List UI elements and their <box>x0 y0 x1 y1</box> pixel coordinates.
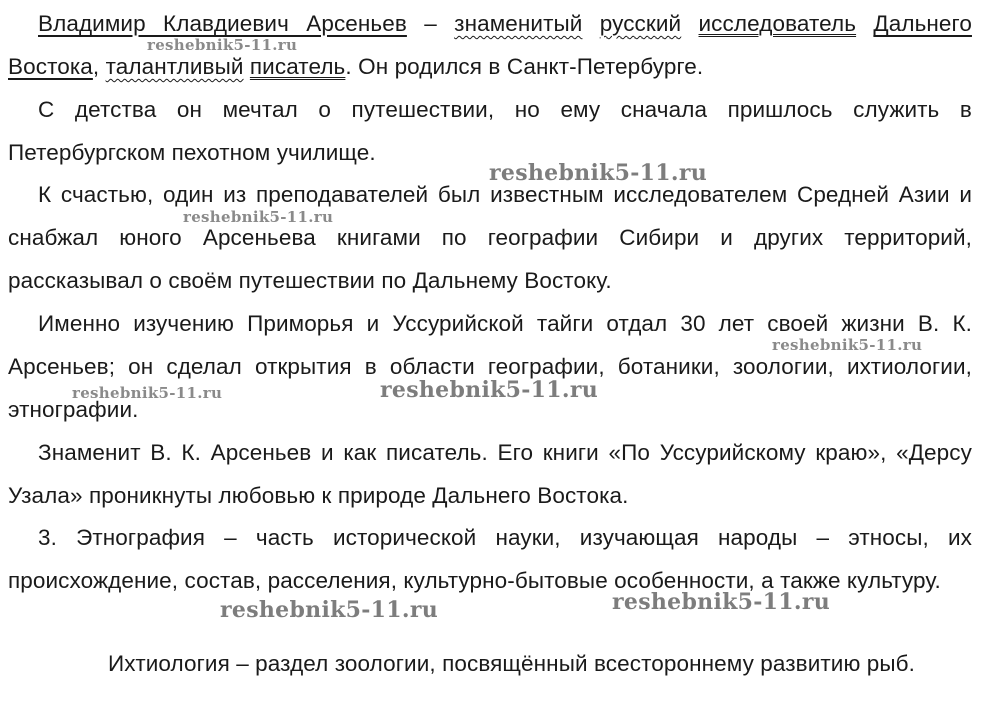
watermark: reshebnik5-11.ru <box>220 597 439 623</box>
phrase-of-far-east: Дальнего Востока <box>8 11 972 79</box>
word-writer: писатель <box>249 54 346 79</box>
comma: , <box>92 54 106 79</box>
watermark: reshebnik5-11.ru <box>489 160 708 186</box>
watermark: reshebnik5-11.ru <box>72 384 223 402</box>
watermark: reshebnik5-11.ru <box>147 36 298 54</box>
word-russian: русский <box>599 11 682 36</box>
paragraph-2: С детства он мечтал о путешествии, но ему сначала пришлось служить в Петербургском пехотном училище. <box>8 97 972 165</box>
subject-name: Владимир Клавдиевич Арсеньев <box>38 11 407 36</box>
paragraph-3: К счастью, один из преподавателей был известным исследователем Средней Азии и снабжал юного Арсеньева книгами по географии Сибири и других территорий, рассказывал о своём путешествии по Дальнему Востоку. <box>8 182 972 293</box>
paragraph-6: 3. Этнография – часть исторической науки, изучающая народы – этносы, их происхождение, состав, расселения, культурно-бытовые особенности, а также культуру. <box>8 525 972 593</box>
paragraph-4: Именно изучению Приморья и Уссурийской тайги отдал 30 лет своей жизни В. К. Арсеньев; он сделал открытия в области географии, ботаники, зоологии, ихтиологии, этнографии. <box>8 311 972 422</box>
watermark: reshebnik5-11.ru <box>183 208 334 226</box>
word-famous: знаменитый <box>454 11 583 36</box>
watermark: reshebnik5-11.ru <box>772 336 923 354</box>
word-researcher: исследователь <box>698 11 857 36</box>
paragraph-7: Ихтиология – раздел зоологии, посвящённый всестороннему развитию рыб. <box>107 651 916 676</box>
dash: – <box>406 11 455 36</box>
watermark: reshebnik5-11.ru <box>380 377 599 403</box>
watermark: reshebnik5-11.ru <box>612 589 831 615</box>
word-talented: талантливый <box>105 54 244 79</box>
paragraph-5: Знаменит В. К. Арсеньев и как писатель. Его книги «По Уссурийскому краю», «Дерсу Узала» проникнуты любовью к природе Дальнего Востока. <box>8 440 972 508</box>
paragraph-1-tail: . Он родился в Санкт-Петербурге. <box>345 54 704 79</box>
